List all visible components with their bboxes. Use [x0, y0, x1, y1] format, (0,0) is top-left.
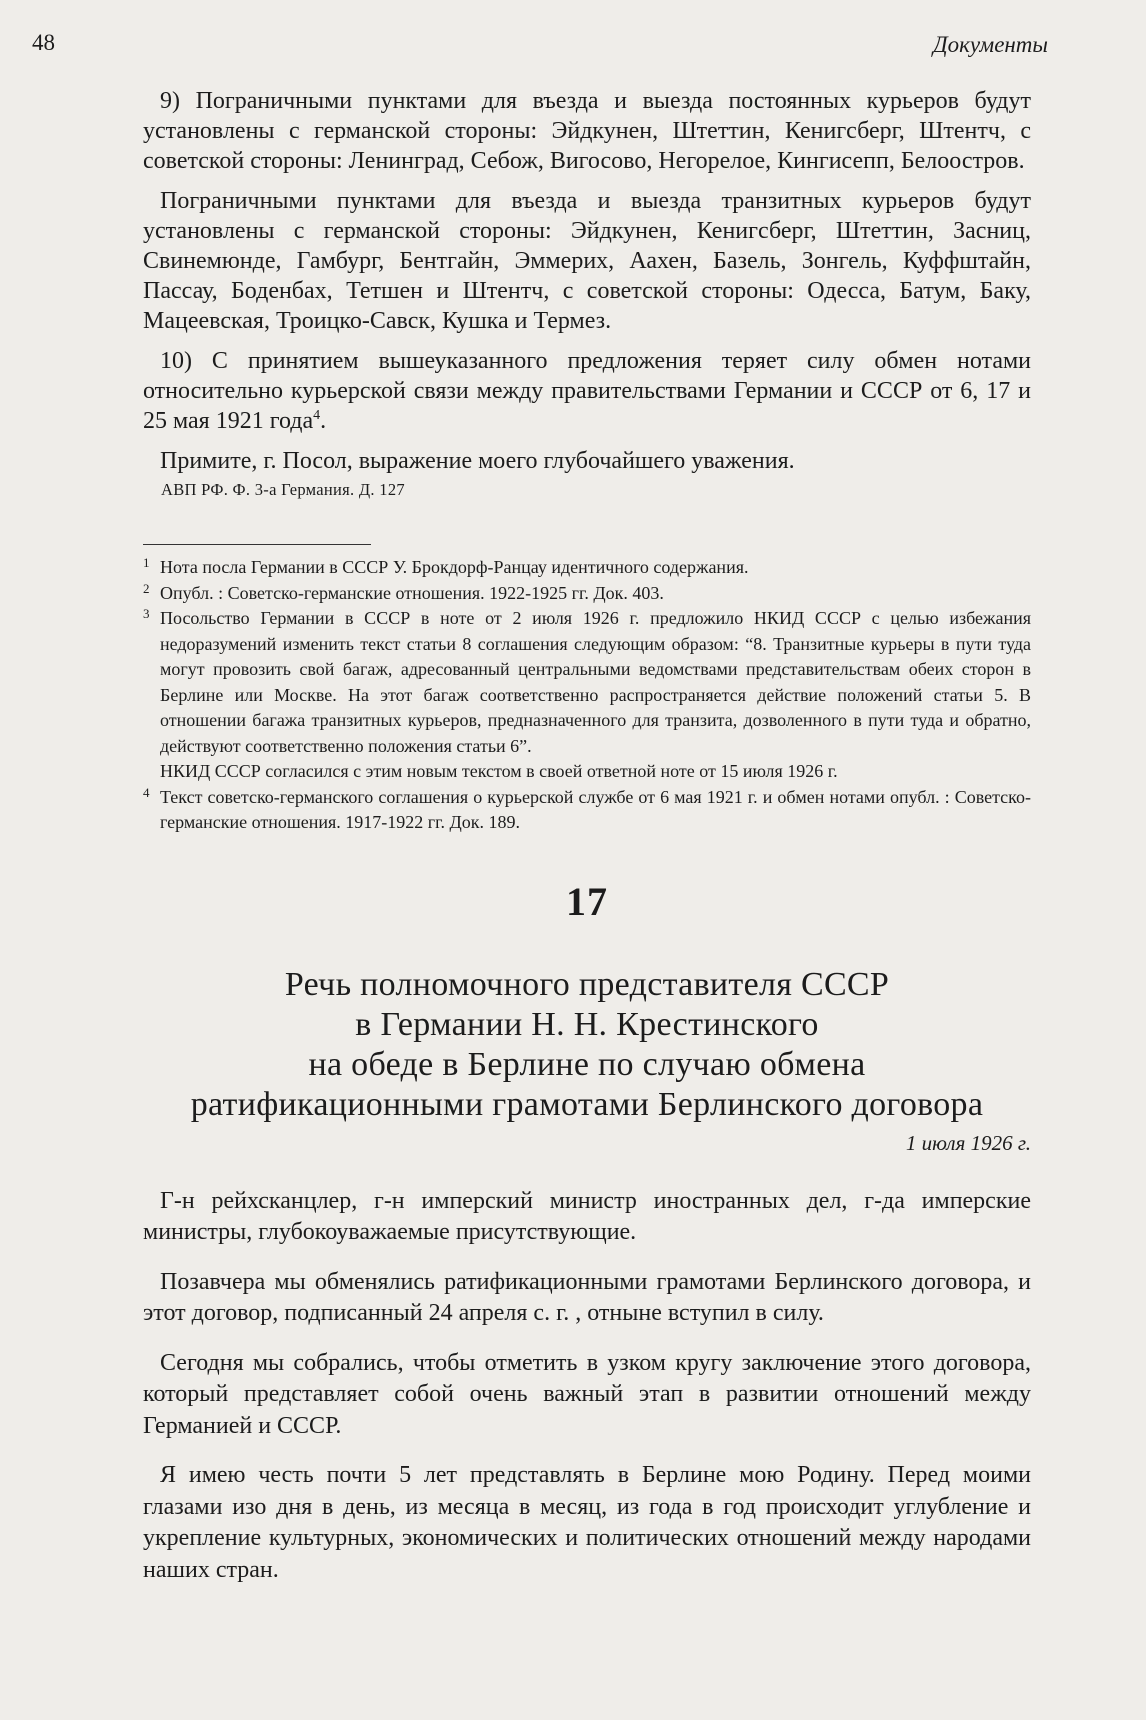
- footnote-2: [143, 581, 1031, 607]
- speech-paragraph: Сегодня мы собрались, чтобы отметить в узком кругу заключение этого договора, который представляет собой очень важный этап в развитии отношений между Германией и СССР.: [143, 1349, 1031, 1439]
- footnote-mark: 1: [143, 555, 150, 570]
- footnote-4: [143, 785, 1031, 836]
- archive-source: АВП РФ. Ф. 3-а Германия. Д. 127: [161, 480, 405, 499]
- speech-body: [143, 1186, 1031, 1587]
- paragraph-transit-points: Пограничными пунктами для въезда и выезда транзитных курьеров будут установлены с германской стороны: Эйдкунен, Кенигсберг, Штеттин, Засниц, Свинемюнде, Гамбург, Бентгайн, Эммерих, Аахен, Базель, Зонгель, Куффштайн, Пассау, Боденбах, Тетшен и Штентч, с советской стороны: Одесса, Батум, Баку, Мацеевская, Троицко-Савск, Кушка и Термез.: [143, 188, 1031, 334]
- speech-paragraph: Позавчера мы обменялись ратификационными грамотами Берлинского договора, и этот договор, подписанный 24 апреля с. г. , отныне вступил в силу.: [143, 1268, 1031, 1326]
- document-title-line: ратификационными грамотами Берлинского договора: [190, 1085, 984, 1123]
- footnote-mark: 4: [143, 784, 150, 800]
- document-number: 17: [566, 878, 608, 924]
- footnote-text: НКИД СССР согласился с этим новым текстом в своей ответной ноте от 15 июля 1926 г.: [160, 761, 838, 781]
- paragraph-10-end: .: [320, 408, 327, 434]
- footnotes: [143, 555, 1031, 836]
- footnote-text: Текст советско-германского соглашения о курьерской службе от 6 мая 1921 г. и обмен нотами опубл. : Советско-германские отношения. 1917-1922 гг. Док. 189.: [160, 786, 1031, 832]
- footnote-ref-4[interactable]: 4: [313, 408, 321, 423]
- page-content: [143, 86, 1031, 1604]
- page-number: 48: [32, 30, 55, 55]
- document-title-line: в Германии Н. Н. Крестинского: [355, 1005, 819, 1043]
- footnote-3: [143, 606, 1031, 759]
- footnote-mark: 2: [143, 580, 150, 596]
- paragraph-10-text: 10) С принятием вышеуказанного предложения теряет силу обмен нотами относительно курьерской связи между правительствами Германии и СССР от 6, 17 и 25 мая 1921 года: [143, 348, 1031, 434]
- paragraph-9: 9) Пограничными пунктами для въезда и выезда постоянных курьеров будут установлены с германской стороны: Эйдкунен, Штеттин, Кенигсберг, Штентч, с советской стороны: Ленинград, Себож, Вигосово, Негорелое, Кингисепп, Белоостров.: [143, 88, 1031, 174]
- speech-paragraph: Г-н рейхсканцлер, г-н имперский министр иностранных дел, г-да имперские министры, глубокоуважаемые присутствующие.: [143, 1187, 1031, 1245]
- document-date: 1 июля 1926 г.: [905, 1130, 1031, 1155]
- footnote-mark: 3: [143, 606, 150, 621]
- footnote-text: Нота посла Германии в СССР У. Брокдорф-Ранцау идентичного содержания.: [160, 557, 749, 577]
- speech-paragraph: Я имею честь почти 5 лет представлять в Берлине мою Родину. Перед моими глазами изо дня в день, из месяца в месяц, из года в год происходит углубление и укрепление культурных, экономических и политических отношений между народами наших стран.: [143, 1462, 1031, 1583]
- paragraph-10: [143, 346, 1031, 436]
- running-title: Документы: [932, 32, 1048, 57]
- document-title: [143, 965, 1031, 1125]
- closing-line: Примите, г. Посол, выражение моего глубочайшего уважения.: [160, 448, 795, 474]
- footnote-text: Посольство Германии в СССР в ноте от 2 июля 1926 г. предложило НКИД СССР с целью избежания недоразумений изменить текст статьи 8 соглашения следующим образом: “8. Транзитные курьеры в пути туда могут провозить свой багаж, адресованный центральными ведомствами представительствам обеих сторон в Берлине или Москве. На этот багаж соответственно распространяется действие положений статьи 5. В отношении багажа транзитных курьеров, предназначенного для транзита, дозволенного в пути туда и обратно, действуют соответственно положения статьи 6”.: [160, 608, 1031, 756]
- footnote-divider: [143, 544, 371, 545]
- footnote-3-continuation: [143, 759, 1031, 785]
- document-title-line: Речь полномочного представителя СССР: [284, 965, 890, 1003]
- document-title-line: на обеде в Берлине по случаю обмена: [308, 1045, 866, 1083]
- footnote-text: Опубл. : Советско-германские отношения. 1922-1925 гг. Док. 403.: [160, 582, 664, 603]
- footnote-1: [143, 555, 1031, 581]
